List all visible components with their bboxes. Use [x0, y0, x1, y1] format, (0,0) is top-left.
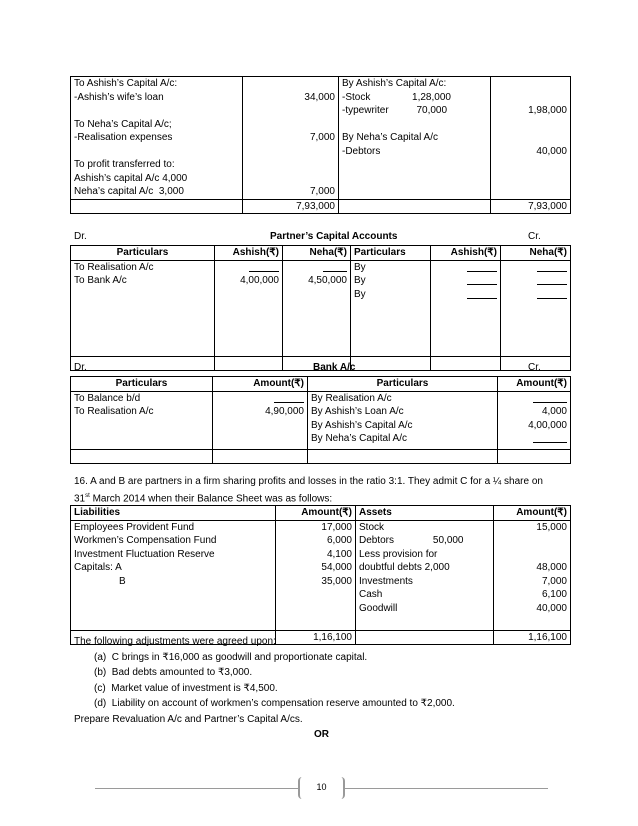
realisation-right-amounts — [491, 77, 571, 200]
text-line: To Ashish’s Capital A/c: — [74, 78, 178, 89]
col-header: Amount(₹) — [494, 506, 571, 521]
blank-line — [504, 261, 567, 275]
amount: 4,50,000 — [308, 275, 347, 286]
capital-dr-label: Dr. — [74, 231, 87, 242]
text-line: By Ashish’s Loan A/c — [311, 406, 404, 417]
realisation-total-row — [71, 199, 571, 214]
partners-capital-table — [70, 245, 571, 371]
bank-title: Bank A/c — [313, 362, 356, 373]
bank-cr-label: Cr. — [528, 362, 541, 373]
col-header: Particulars — [351, 246, 431, 261]
realisation-right-particulars — [339, 77, 491, 200]
amount: 7,000 — [309, 186, 335, 197]
asset-item: Goodwill — [359, 602, 398, 614]
col-header: Ashish(₹) — [431, 246, 501, 261]
amount — [494, 131, 567, 145]
amount — [494, 91, 567, 105]
text-line: By Neha’s Capital A/c — [311, 433, 407, 444]
amount — [246, 104, 335, 118]
amount: 4,100 — [326, 548, 352, 560]
amount: 40,000 — [536, 145, 567, 157]
asset-item: Cash — [359, 589, 383, 600]
asset-item: Less provision for — [359, 548, 438, 560]
text-line: By — [354, 275, 366, 286]
amount: 4,00,000 — [528, 419, 567, 431]
text-line: -Stock 1,28,000 — [342, 91, 451, 103]
adjustment-item: (d) Liability on account of workmen’s compensation reserve amounted to ₹2,000. — [94, 698, 455, 709]
amount — [246, 158, 335, 172]
footer-rule-left — [95, 788, 298, 789]
amount: 7,000 — [309, 132, 335, 143]
text-line: To Balance b/d — [74, 392, 141, 404]
text-line: To Realisation A/c — [74, 261, 154, 273]
asset-item: doubtful debts 2,000 — [359, 562, 450, 573]
text-line: -typewriter 70,000 — [342, 105, 448, 116]
liability-item: Employees Provident Fund — [74, 521, 195, 533]
prepare-instruction: Prepare Revaluation A/c and Partner’s Capital A/cs. — [74, 713, 303, 725]
col-header: Neha(₹) — [501, 246, 571, 261]
realisation-left-particulars — [71, 77, 243, 200]
amount: 34,000 — [304, 91, 335, 103]
text-line: To Neha’s Capital A/c; — [74, 118, 172, 130]
footer-rule-right — [345, 788, 548, 789]
blank-line — [218, 261, 279, 275]
blank-line — [286, 261, 347, 275]
realisation-account-table — [70, 76, 571, 214]
capital-body-row — [71, 260, 571, 356]
amount: 40,000 — [536, 602, 567, 614]
col-header: Particulars — [71, 246, 215, 261]
col-header: Ashish(₹) — [215, 246, 283, 261]
bank-header-row — [71, 377, 571, 392]
text-line: Ashish’s capital A/c 4,000 — [74, 172, 188, 184]
page-number: 10 — [316, 782, 327, 792]
bs-total-right: 1,16,100 — [494, 630, 571, 645]
adjustment-item: (c) Market value of investment is ₹4,500. — [94, 682, 278, 694]
amount — [494, 158, 567, 172]
adjustment-item: (b) Bad debts amounted to ₹3,000. — [94, 667, 253, 678]
text-line: By Ashish’s Capital A/c: — [342, 78, 447, 89]
col-header: Particulars — [71, 377, 213, 392]
amount: 4,90,000 — [265, 406, 304, 417]
col-header: Particulars — [308, 377, 498, 392]
amount: 4,000 — [541, 406, 567, 417]
col-header: Amount(₹) — [498, 377, 571, 392]
blank-line — [434, 261, 497, 275]
adjustments-list — [74, 650, 574, 712]
text-line: By Ashish’s Capital A/c — [311, 419, 413, 431]
bank-body-row — [71, 391, 571, 449]
text-line: To profit transferred to: — [74, 159, 175, 170]
realisation-total-left: 7,93,000 — [243, 199, 339, 214]
amount — [494, 185, 567, 199]
capital-header-row — [71, 246, 571, 261]
blank-line — [501, 432, 567, 446]
blank-line — [504, 274, 567, 288]
text-line — [74, 145, 239, 159]
text-line: By Neha’s Capital A/c — [342, 132, 438, 143]
blank-line — [216, 392, 304, 406]
amount: 54,000 — [321, 562, 352, 573]
amount — [497, 534, 567, 548]
text-line — [342, 172, 487, 186]
bs-body-row — [71, 520, 571, 630]
bank-table — [70, 376, 571, 464]
capital-cr-label: Cr. — [528, 231, 541, 242]
capital-title: Partner’s Capital Accounts — [270, 231, 398, 242]
adjustments-intro: The following adjustments were agreed upon: — [74, 636, 276, 647]
bs-total-left: 1,16,100 — [276, 630, 356, 645]
amount: 1,98,000 — [528, 105, 567, 116]
question-16-text — [74, 475, 574, 506]
text-line: By — [354, 288, 366, 300]
amount: 4,00,000 — [240, 275, 279, 286]
asset-item: Investments — [359, 575, 413, 587]
text-line — [342, 185, 487, 199]
or-label: OR — [314, 729, 329, 740]
amount: 7,000 — [541, 575, 567, 587]
amount: 35,000 — [321, 575, 352, 587]
asset-item: Stock — [359, 521, 385, 533]
text-line: -Ashish’s wife’s loan — [74, 91, 164, 103]
question-line-2: 31st March 2014 when their Balance Sheet was as follows: — [74, 493, 333, 505]
liability-item: Workmen’s Compensation Fund — [74, 535, 217, 546]
amount — [494, 172, 567, 186]
amount: 6,000 — [326, 535, 352, 546]
text-line — [342, 118, 487, 132]
blank-line — [504, 288, 567, 302]
col-header: Amount(₹) — [213, 377, 308, 392]
realisation-main-row — [71, 77, 571, 200]
text-line — [74, 104, 239, 118]
col-header: Amount(₹) — [276, 506, 356, 521]
col-header: Assets — [356, 506, 494, 521]
realisation-total-right: 7,93,000 — [491, 199, 571, 214]
text-line: Neha’s capital A/c 3,000 — [74, 186, 184, 197]
amount — [246, 77, 335, 91]
amount — [246, 172, 335, 186]
amount: 48,000 — [536, 562, 567, 573]
text-line: To Realisation A/c — [74, 406, 154, 417]
bank-total-row — [71, 449, 571, 463]
liability-item: Investment Fluctuation Reserve — [74, 548, 215, 560]
adjustment-item: (a) C brings in ₹16,000 as goodwill and proportionate capital. — [94, 651, 368, 663]
text-line: -Realisation expenses — [74, 132, 173, 143]
col-header: Liabilities — [71, 506, 276, 521]
text-line: -Debtors — [342, 145, 381, 157]
bank-dr-label: Dr. — [74, 362, 87, 373]
realisation-left-amounts — [243, 77, 339, 200]
amount: 15,000 — [536, 521, 567, 533]
col-header: Neha(₹) — [283, 246, 351, 261]
balance-sheet-table — [70, 505, 571, 645]
amount: 17,000 — [321, 521, 352, 533]
liability-item: B — [119, 575, 126, 587]
text-line: To Bank A/c — [74, 275, 127, 286]
asset-item: Debtors 50,000 — [359, 535, 464, 546]
amount — [246, 145, 335, 159]
text-line — [342, 158, 487, 172]
amount — [494, 77, 567, 91]
text-line: By Realisation A/c — [311, 392, 392, 404]
question-line-1: 16. A and B are partners in a firm sharing profits and losses in the ratio 3:1. They admit C for a ¼ share on — [74, 476, 543, 487]
blank-line — [501, 392, 567, 406]
amount — [246, 118, 335, 132]
adjustments-block — [74, 634, 574, 743]
bs-header-row — [71, 506, 571, 521]
amount — [494, 118, 567, 132]
liability-item: Capitals: A — [74, 562, 122, 573]
amount — [497, 548, 567, 562]
blank-line — [434, 288, 497, 302]
amount: 6,100 — [541, 589, 567, 600]
text-line: By — [354, 261, 366, 273]
blank-line — [434, 274, 497, 288]
